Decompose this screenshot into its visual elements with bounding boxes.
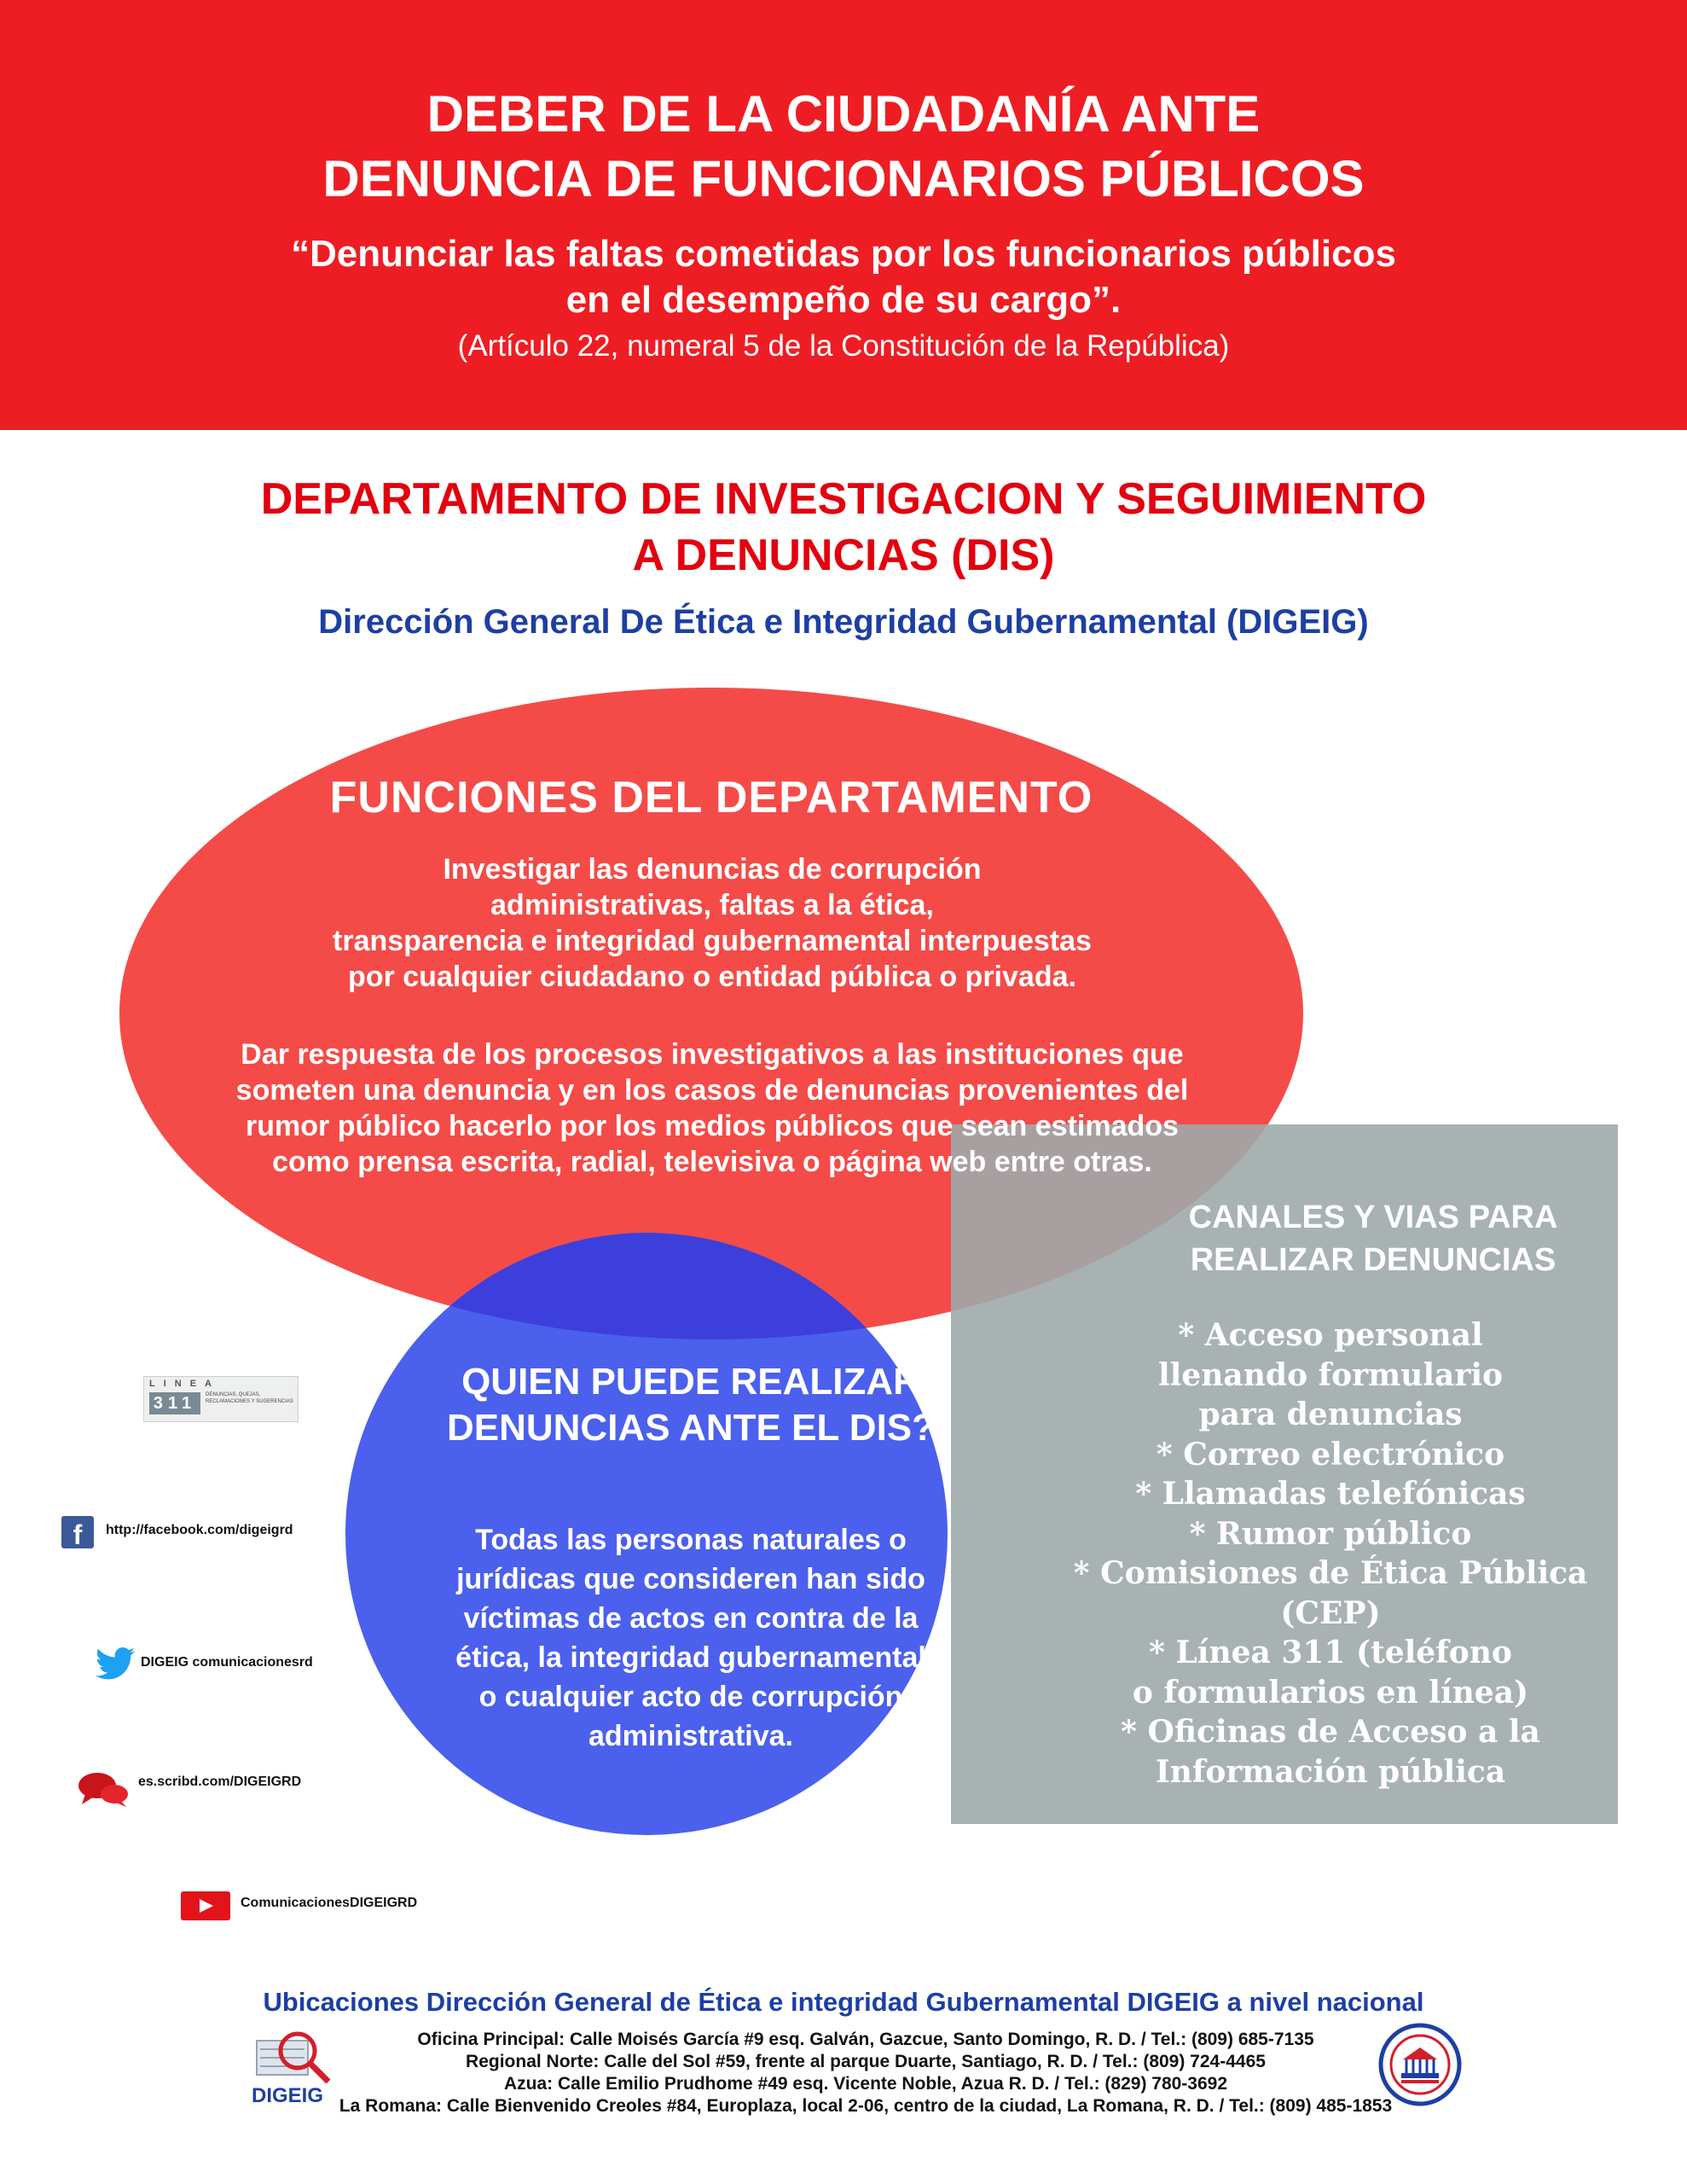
functions-p2-line: Dar respuesta de los procesos investigativos a las instituciones que — [241, 1038, 1184, 1071]
youtube-icon[interactable] — [181, 1891, 230, 1920]
banner-reference: (Artículo 22, numeral 5 de la Constitución de la República) — [457, 329, 1230, 363]
functions-p2-line: como prensa escrita, radial, televisiva o página web entre otras. — [272, 1146, 1152, 1178]
functions-p1-line: por cualquier ciudadano o entidad pública o privada. — [348, 961, 1076, 993]
presidency-seal-icon — [1377, 2022, 1463, 2107]
channels-item: * Llamadas telefónicas — [1135, 1476, 1526, 1512]
linea-311-label: LINEA — [149, 1379, 220, 1389]
scribd-link[interactable]: es.scribd.com/DIGEIGRD — [138, 1774, 302, 1789]
channels-list — [981, 1316, 1680, 1792]
banner-title-line2: DENUNCIA DE FUNCIONARIOS PÚBLICOS — [322, 150, 1365, 207]
linea-311-number: 311 — [149, 1392, 200, 1414]
who-text-line: administrativa. — [588, 1720, 793, 1752]
channels-item: * Correo electrónico — [1156, 1436, 1505, 1472]
twitter-link[interactable]: DIGEIG comunicacionesrd — [141, 1655, 313, 1670]
functions-p1-line: transparencia e integridad gubernamental interpuestas — [333, 925, 1092, 957]
address-la-romana: La Romana: Calle Bienvenido Creoles #84, Europlaza, local 2-06, centro de la ciudad, La Romana, R. D. / Tel.: (809) 485-1853 — [339, 2096, 1393, 2116]
channels-title — [1109, 1196, 1638, 1281]
functions-p2-line: rumor público hacerlo por los medios públicos que sean estimados — [246, 1110, 1179, 1142]
functions-p1-line: administrativas, faltas a la ética, — [490, 889, 934, 921]
department-title-line2: A DENUNCIAS (DIS) — [632, 531, 1055, 580]
channels-item: * Oficinas de Acceso a la — [1121, 1714, 1540, 1750]
address-regional-norte: Regional Norte: Calle del Sol #59, frente al parque Duarte, Santiago, R. D. / Tel.: (809) 724-4465 — [466, 2052, 1266, 2071]
who-title — [358, 1359, 1023, 1451]
functions-title: FUNCIONES DEL DEPARTAMENTO — [329, 773, 1093, 822]
who-text — [375, 1520, 1006, 1756]
direction-subtitle: Dirección General De Ética e Integridad Gubernamental (DIGEIG) — [318, 603, 1369, 641]
locations-title: Ubicaciones Dirección General de Ética e integridad Gubernamental DIGEIG a nivel nacional — [263, 1987, 1424, 2017]
channels-item: * Rumor público — [1189, 1515, 1472, 1552]
functions-paragraph-1 — [162, 851, 1262, 995]
linea-311-text: DENUNCIAS, QUEJAS, RECLAMACIONES Y SUGERENCIAS — [206, 1392, 293, 1404]
who-text-line: o cualquier acto de corrupción — [478, 1681, 903, 1713]
channels-title-line1: CANALES Y VIAS PARA — [1188, 1199, 1558, 1235]
address-main-office: Oficina Principal: Calle Moisés García #9 esq. Galván, Gazcue, Santo Domingo, R. D. / Tel.: (809) 685-7135 — [417, 2030, 1314, 2049]
address-azua: Azua: Calle Emilio Prudhome #49 esq. Vicente Noble, Azua R. D. / Tel.: (829) 780-3692 — [503, 2074, 1228, 2094]
banner-quote-line1: “Denunciar las faltas cometidas por los funcionarios públicos — [291, 233, 1396, 275]
banner-quote-line2: en el desempeño de su cargo”. — [565, 279, 1122, 321]
channels-item: o formularios en línea) — [1132, 1674, 1529, 1711]
channels-title-line2: REALIZAR DENUNCIAS — [1190, 1242, 1557, 1278]
header-banner — [0, 0, 1687, 430]
twitter-icon[interactable] — [96, 1647, 135, 1681]
who-title-line2: DENUNCIAS ANTE EL DIS? — [446, 1407, 936, 1449]
functions-paragraph-2 — [162, 1037, 1262, 1180]
channels-item: * Acceso personal — [1178, 1317, 1483, 1353]
facebook-icon[interactable]: f — [61, 1516, 94, 1548]
channels-item: para denuncias — [1198, 1397, 1463, 1432]
digeig-logo-text: DIGEIG — [252, 2084, 324, 2107]
who-text-line: víctimas de actos en contra de la — [463, 1602, 919, 1635]
channels-item: llenando formulario — [1157, 1356, 1504, 1393]
channels-item: (CEP) — [1280, 1594, 1381, 1631]
banner-title-line1: DEBER DE LA CIUDADANÍA ANTE — [426, 85, 1261, 142]
who-text-line: ética, la integridad gubernamental — [455, 1641, 926, 1674]
speech-bubbles-icon[interactable] — [77, 1770, 130, 1808]
youtube-link[interactable]: ComunicacionesDIGEIGRD — [241, 1896, 418, 1910]
functions-p1-line: Investigar las denuncias de corrupción — [443, 853, 982, 886]
who-text-line: jurídicas que consideren han sido — [456, 1563, 925, 1595]
who-text-line: Todas las personas naturales o — [475, 1524, 907, 1556]
linea-311-logo[interactable] — [143, 1376, 299, 1422]
channels-item: Información pública — [1155, 1753, 1506, 1790]
who-title-line1: QUIEN PUEDE REALIZAR — [461, 1361, 920, 1403]
department-title-line1: DEPARTAMENTO DE INVESTIGACION Y SEGUIMIENTO — [260, 474, 1427, 524]
channels-item: * Comisiones de Ética Pública — [1073, 1555, 1588, 1591]
functions-p2-line: someten una denuncia y en los casos de denuncias provenientes del — [235, 1074, 1189, 1107]
channels-item: * Línea 311 (teléfono — [1149, 1635, 1512, 1670]
facebook-link[interactable]: http://facebook.com/digeigrd — [106, 1523, 293, 1537]
